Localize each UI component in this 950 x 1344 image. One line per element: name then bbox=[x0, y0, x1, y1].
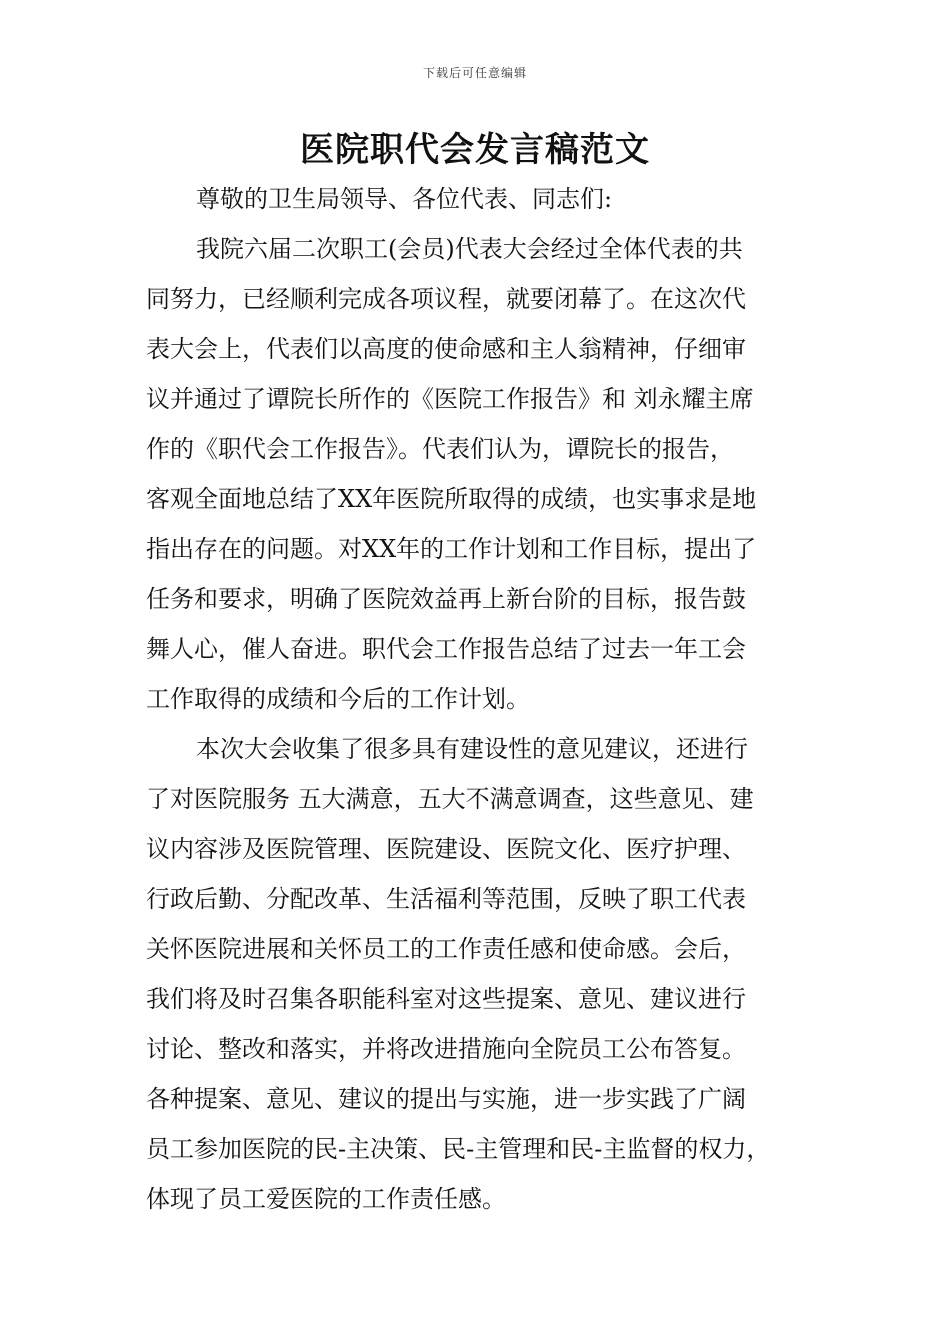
document-body bbox=[146, 174, 811, 1224]
paragraph-line: 行政后勤、分配改革、生活福利等范围，反映了职工代表 bbox=[146, 885, 746, 913]
document-title: 医院职代会发言稿范文 bbox=[300, 130, 650, 170]
paragraph-line: 本次大会收集了很多具有建设性的意见建议，还进行 bbox=[196, 735, 748, 763]
paragraph-line: 指出存在的问题。对XX年的工作计划和工作目标，提出了 bbox=[146, 535, 757, 563]
paragraph-line: 我院六届二次职工(会员)代表大会经过全体代表的共 bbox=[196, 235, 743, 263]
paragraph-line: 员工参加医院的民-主决策、民-主管理和民-主监督的权力， bbox=[146, 1135, 771, 1163]
paragraph-line: 议并通过了谭院长所作的《医院工作报告》和 刘永耀主席 bbox=[146, 385, 754, 413]
paragraph-line: 舞人心，催人奋进。职代会工作报告总结了过去一年工会 bbox=[146, 635, 746, 663]
paragraph-line: 表大会上，代表们以高度的使命感和主人翁精神，仔细审 bbox=[146, 335, 746, 363]
paragraph-line: 关怀医院进展和关怀员工的工作责任感和使命感。会后， bbox=[146, 935, 746, 963]
paragraph-line: 议内容涉及医院管理、医院建设、医院文化、医疗护理、 bbox=[146, 835, 746, 863]
paragraph-line: 我们将及时召集各职能科室对这些提案、意见、建议进行 bbox=[146, 985, 746, 1013]
paragraph-line: 客观全面地总结了XX年医院所取得的成绩，也实事求是地 bbox=[146, 485, 757, 513]
paragraph-1 bbox=[146, 224, 811, 724]
paragraph-line: 同努力，已经顺利完成各项议程，就要闭幕了。在这次代 bbox=[146, 285, 746, 313]
paragraph-line: 作的《职代会工作报告》。代表们认为，谭院长的报告， bbox=[146, 435, 734, 463]
paragraph-line: 讨论、整改和落实，并将改进措施向全院员工公布答复。 bbox=[146, 1035, 746, 1063]
paragraph-line: 各种提案、意见、建议的提出与实施，进一步实践了广阔 bbox=[146, 1085, 746, 1113]
paragraph-line: 任务和要求，明确了医院效益再上新台阶的目标，报告鼓 bbox=[146, 585, 746, 613]
paragraph-2 bbox=[146, 724, 811, 1224]
page-header-note: 下载后可任意编辑 bbox=[422, 66, 527, 80]
paragraph-line: 了对医院服务 五大满意，五大不满意调查，这些意见、建 bbox=[146, 785, 754, 813]
salutation: 尊敬的卫生局领导、各位代表、同志们: bbox=[196, 185, 613, 213]
paragraph-line: 体现了员工爱医院的工作责任感。 bbox=[146, 1185, 506, 1213]
paragraph-line: 工作取得的成绩和今后的工作计划。 bbox=[146, 685, 530, 713]
